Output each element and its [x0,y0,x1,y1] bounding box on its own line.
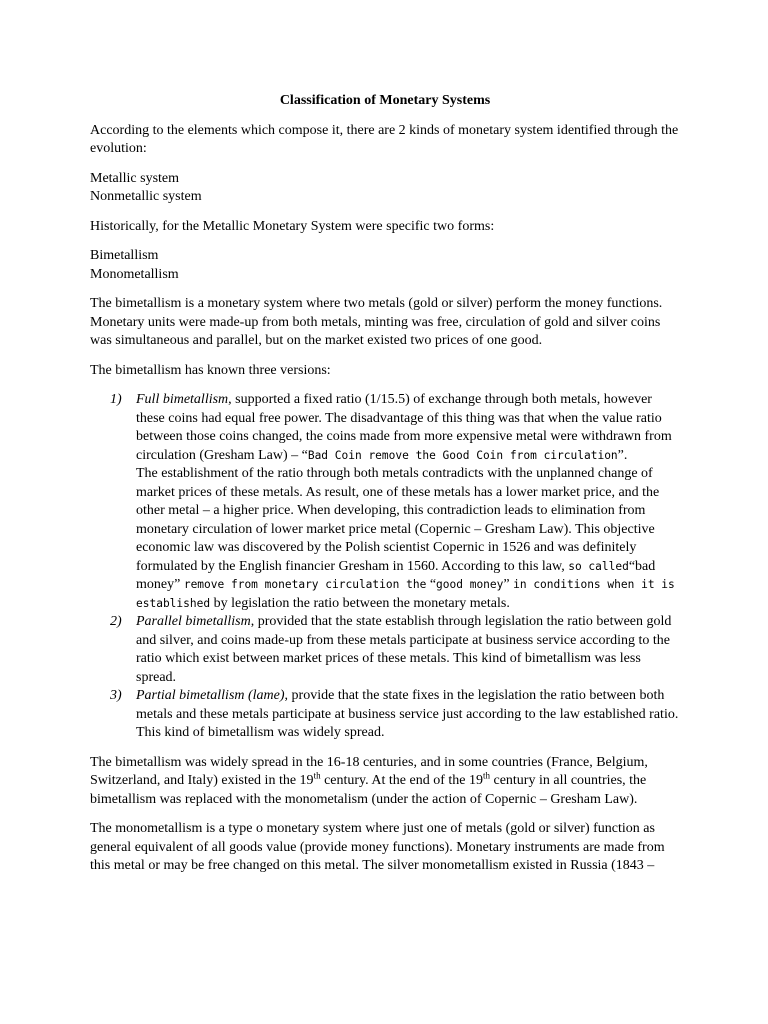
version-term: Parallel bimetallism [136,614,251,629]
version-text-mono: in conditions when it is established [136,578,675,610]
version-text: ”. [617,447,628,463]
superscript: th [482,770,490,781]
version-item-parallel [110,613,680,687]
version-text-mono: so called [568,559,629,573]
list-number: 2) [110,614,122,629]
list-number: 1) [110,392,122,407]
version-text: The establishment of the ratio through both metals contradicts with the unplanned change of market prices of these metals. As result, one of these metals has a lower market price, and the other metal – a higher price. When developing, this contradiction leads to elimination from monetary circulation of lower market price metal (Copernic – Gresham Law). This objective economic law was discovered by the Polish scientist Copernic in 1526 and was definitely formulated by the English financier Gresham in 1560. According to this law, [136,466,660,574]
version-text-mono: good money [436,578,504,591]
version-term: Full bimetallism [136,392,229,407]
document-page [90,92,680,887]
metallic-forms-list [90,247,680,284]
version-text: “bad money” [136,558,656,592]
versions-list [90,391,680,743]
version-text: “ [426,577,437,592]
version-text: by legislation the ratio between the monetary metals. [210,595,510,611]
intro-paragraph: According to the elements which compose it, there are 2 kinds of monetary system identified through the evolution: [90,122,679,156]
version-text: , provided that the state establish through legislation the ratio between gold and silver, and coins made-up from these metals participate at business service according to the ratio which exist between market prices of these metals. This kind of bimetallism was less spread. [136,614,672,685]
paragraph-text: century. At the end of the 19 [320,773,483,788]
version-item-full [110,391,680,613]
systems-list [90,170,680,207]
version-text: , provide that the state fixes in the legislation the ratio between both metals and these metals participate at business service just according to the law established ratio. This kind of bimetallism was widely spread. [136,688,679,740]
version-text: ” [503,577,514,592]
version-item-partial [110,687,680,743]
metallic-forms-intro: Historically, for the Metallic Monetary System were specific two forms: [90,218,495,234]
paragraph-text: century in all countries, the bimetallism was replaced with the monometalism (under the action of Copernic – Gresham Law). [90,773,647,807]
document-title: Classification of Monetary Systems [279,93,491,108]
monometallism-definition: The monometallism is a type o monetary system where just one of metals (gold or silver) function as general equivalent of all goods value (provide money functions). Monetary instruments are made from this metal or may be free changed on this metal. The silver monometallism existed in Russia (1843 – [90,821,665,873]
paragraph-text: The bimetallism was widely spread in the 16-18 centuries, and in some countries (France, Belgium, Switzerland, and Italy) existed in the 19 [90,754,648,788]
system-item: Metallic system [90,170,180,186]
system-item: Nonmetallic system [90,189,202,204]
versions-intro: The bimetallism has known three versions: [90,362,331,378]
version-text-mono: remove from monetary circulation the [183,578,427,591]
quoted-law: Bad Coin remove the Good Coin from circulation [307,448,618,462]
version-text: , supported a fixed ratio (1/15.5) of exchange through both metals, however these coins had equal free power. The disadvantage of this thing was that when the value ratio between those coins changed, the coins made from more expensive metal were withdrawn from circulation (Gresham Law) – “ [136,392,672,463]
list-number: 3) [110,688,122,703]
form-item: Bimetallism [90,248,159,263]
form-item: Monometallism [90,266,179,282]
superscript: th [313,770,321,781]
version-term: Partial bimetallism (lame) [136,688,285,703]
spread-paragraph [90,754,680,810]
bimetallism-definition: The bimetallism is a monetary system where two metals (gold or silver) perform the money functions. Monetary units were made-up from both metals, minting was free, circulation of gold and silver coins was simultaneous and parallel, but on the market existed two prices of one good. [90,296,663,348]
